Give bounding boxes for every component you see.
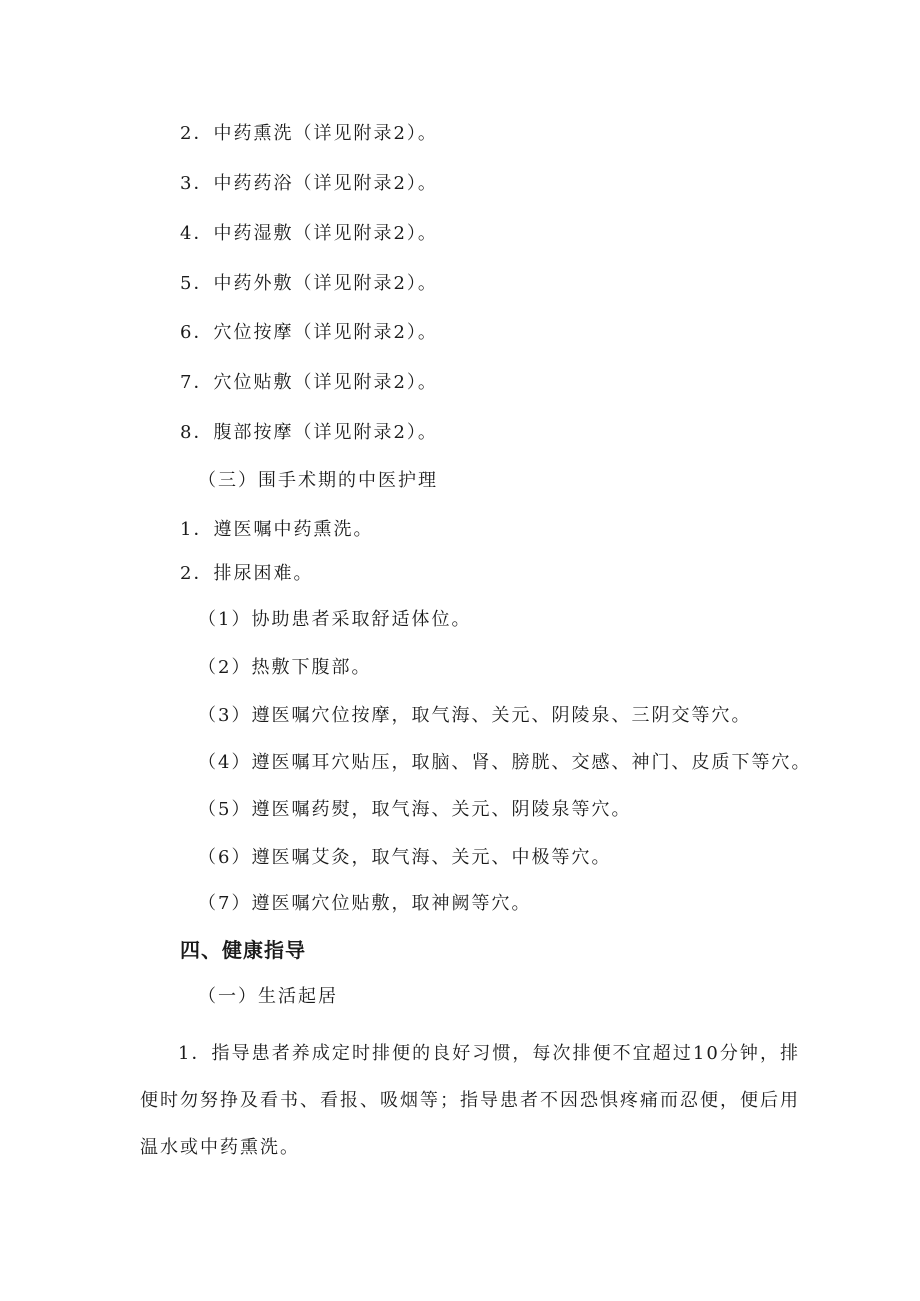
list-item: 2．排尿困难。	[180, 563, 314, 584]
sub-list-item: （2）热敷下腹部。	[198, 657, 372, 678]
sub-list-item: （6）遵医嘱艾灸，取气海、关元、中极等穴。	[198, 847, 612, 868]
list-item: 1．遵医嘱中药熏洗。	[180, 519, 374, 540]
subsection-title: （一）生活起居	[198, 986, 338, 1007]
paragraph: 1．指导患者养成定时排便的良好习惯，每次排便不宜超过10分钟，排便时勿努挣及看书、看报、吸烟等；指导患者不因恐惧疼痛而忍便，便后用温水或中药熏洗。	[140, 1043, 800, 1158]
sub-list-item: （3）遵医嘱穴位按摩，取气海、关元、阴陵泉、三阴交等穴。	[198, 705, 752, 726]
sub-list-item: （4）遵医嘱耳穴贴压，取脑、肾、膀胱、交感、神门、皮质下等穴。	[198, 752, 812, 773]
list-item: 5．中药外敷（详见附录2）。	[180, 273, 438, 294]
sub-list-item: （1）协助患者采取舒适体位。	[198, 609, 472, 630]
list-item: 3．中药药浴（详见附录2）。	[180, 173, 438, 194]
list-item: 8．腹部按摩（详见附录2）。	[180, 422, 438, 443]
list-item: 4．中药湿敷（详见附录2）。	[180, 223, 438, 244]
section-heading: 四、健康指导	[180, 938, 306, 962]
section-title: （三）围手术期的中医护理	[198, 470, 438, 491]
sub-list-item: （5）遵医嘱药熨，取气海、关元、阴陵泉等穴。	[198, 799, 632, 820]
list-item: 2．中药熏洗（详见附录2）。	[180, 123, 438, 144]
list-item: 6．穴位按摩（详见附录2）。	[180, 322, 438, 343]
sub-list-item: （7）遵医嘱穴位贴敷，取神阙等穴。	[198, 893, 532, 914]
list-item: 7．穴位贴敷（详见附录2）。	[180, 372, 438, 393]
